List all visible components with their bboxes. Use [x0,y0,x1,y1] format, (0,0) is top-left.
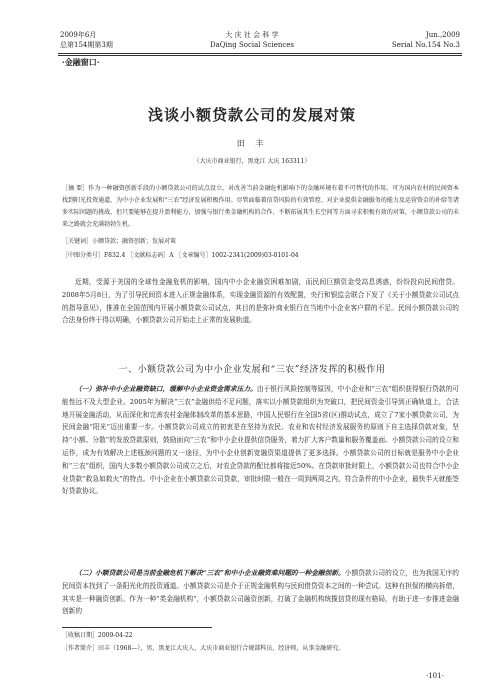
classification-codes: ［中图分类号］F832.4 ［文献标志码］A ［文章编号］1002-2341(2009)03-0101-04 [62,252,299,259]
serial-number: Serial No.154 No.3 [391,41,460,49]
issue-number: 总第154期第3期 [60,41,113,49]
column-label: ·金融窗口· [62,57,100,67]
page-number: ·101· [426,672,444,680]
running-header [0,30,504,50]
subsection-2 [62,567,459,618]
subsection-1 [62,383,459,498]
header-rule [58,53,462,54]
subsection-2-heading: （二）小额贷款公司是当前金融危机下解决“三农”和中小企业融资难问题的一种金融创新。 [75,569,345,577]
author-name: 田 丰 [236,139,268,148]
keywords: ［关键词］小额贷款；融资创新；发展对策 [62,238,177,245]
section-heading-1: 一、小额贷款公司为中小企业发展和“三农”经济发挥的积极作用 [118,365,386,375]
subsection-2-text: 小额贷款公司的设立，也为我国无序的民间资本找到了一条阳光化的投资通道。小额贷款公司是介于正规金融机构与民间借贷资本之间的一种尝试。这种有担保的横向拆借，其实是一种融资创新。作为一种“类金融机构”，小额贷款公司融资创新，打破了金融机构统揽信贷的现有格局，有助于进一步推进金融创新的 [62,569,459,616]
header-right [392,30,460,50]
issue-date: 2009年6月 [60,31,97,39]
received-date: ［收稿日期］2009-04-22 [62,632,133,639]
abstract: ［摘 要］作为一种融资创新手段的小额贷款公司的试点设立，对改善当前金融危机影响下的金融环境有着不可替代的作用。可为国内农村的民间资本找到阳光投资通道，为中小企业发展和“三农”经济发展积极作用。尽管面临着信贷风险的有效管控、对企业提供金融服务的能力及运营资金的补给等诸多实际问题的挑战，但只要能够在提升盈利能力、加强与银行类金融机构的合作、不断拓展其生长空间等方面寻求积极有效的对策，小额贷款公司的未来之路就会充满勃勃生机。 [62,185,459,228]
author-bio: ［作者简介］田丰（1968—），男，黑龙江大庆人，大庆市商业银行合规部科员，经济师，从事金融研究。 [62,645,345,652]
subsection-1-text: 由于银行风险控制等原因，中小企业和“三农”组织获得银行贷款的可能性远不及大型企业。2005年为解决“三农”金融供给不足问题，落实以小额贷款组织为突破口，把民间资金引导到正确轨道上，合法地开展金融活动，从而深化和完善农村金融体制改革的基本思路，中国人民银行在全国5省(区)推动试点，成立了7家小额贷款公司，为民间金融“阳光”迈出重要一步。小额贷款公司成立的初衷是在坚持为农民、农业和农村经济发展服务的原则下自主选择贷款对象，坚持“小额、分散”的发放贷款原则，鼓励面向“三农”和中小企业提供信贷服务，着力扩大客户数量和服务覆盖面。小额贷款公司的设立和运作，成为有效解决上述瓶颈问题的又一途径，为中小企业创新宽融资渠道提供了更多选择。小额贷款公司的目标就是服务中小企业和“三农”组织，国内大多数小额贷款公司成立之后，对农企贷款的配比都将接近50%。在贷款审批时限上，小额贷款公司也符合中小企业贷款“救急如救火”的特点。中小企业在小额贷款公司贷款，审批时限一般在一周到两周之内，符合条件的中小企业，最快半天就能签好贷款协议。 [62,385,459,496]
author-affiliation: （大庆市商业银行，黑龙江 大庆 163311） [193,158,311,165]
intro-paragraph: 近期，受源于美国的全球性金融危机的影响，国内中小企业融资困难加剧，而民间巨额资金受高息诱惑，纷纷投向民间借贷。2008年5月8日，为了引导民间资本进入正规金融体系，实现金融资源的有效配置，央行和银监会联合下发了《关于小额贷款公司试点的指导意见》，推准在全国范围内开展小额贷款公司试点，其目的是弥补商业银行在当地中小企业客户群的不足。民间小额贷款公司的合法身份终于得以明确，小额贷款公司开始走上正常的发展轨道。 [62,278,459,325]
journal-name-en: DaQing Social Sciences [209,41,295,49]
article-title: 浅谈小额贷款公司的发展对策 [147,106,356,124]
issue-date-en: Jun.,2009 [425,31,460,39]
subsection-1-heading: （一）弥补中小企业融资缺口，缓解中小企业资金需求压力。 [75,385,257,393]
header-rule-thin [58,55,462,56]
footnote-rule [62,627,212,628]
journal-name-cn: 大 庆 社 会 科 学 [225,31,279,39]
